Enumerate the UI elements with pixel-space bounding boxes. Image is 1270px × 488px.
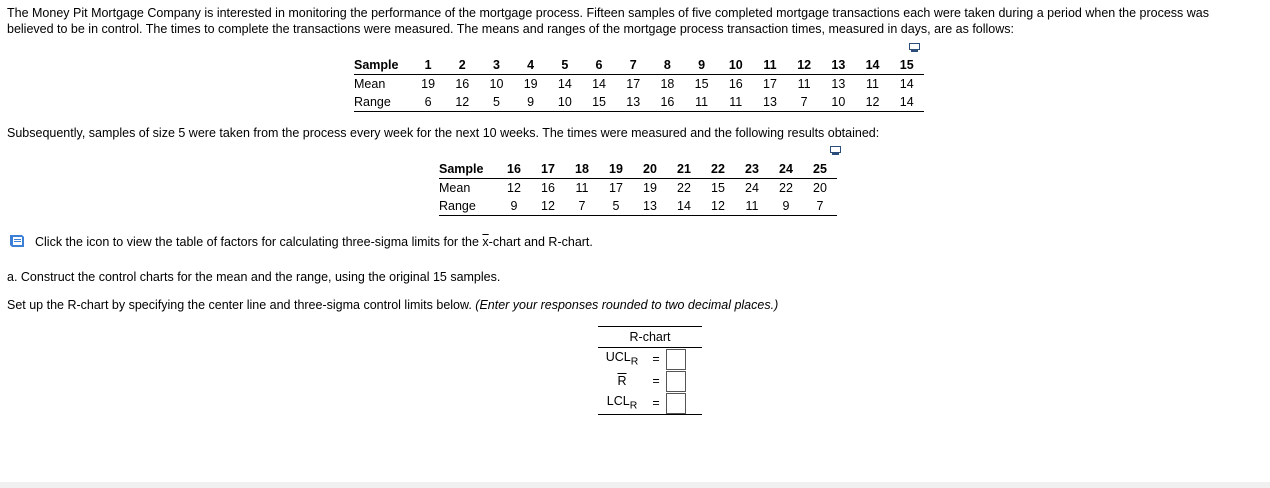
table-cell: 15 — [890, 56, 924, 75]
table-cell: 24 — [745, 181, 759, 195]
r-chart-table — [598, 326, 702, 415]
r-bar-label: $\overline{R}$ — [617, 374, 627, 388]
table-cell: 14 — [592, 77, 606, 91]
table-cell: 9 — [769, 197, 803, 216]
table-cell: 18 — [660, 77, 675, 91]
r-chart-title: R-chart — [598, 327, 702, 348]
table-cell: 14 — [855, 56, 889, 75]
intro-line-2: believed to be in control. The times to complete the transactions were measured. The means and ranges of the mortgage process transaction times, measured in days, are as follows: — [7, 21, 1015, 36]
row-label: Range — [439, 197, 497, 216]
table-cell: 6 — [582, 56, 616, 75]
copy-table-icon[interactable] — [909, 43, 921, 53]
xbar-symbol: $\overline{x}$ — [482, 235, 489, 249]
table-cell: 16 — [728, 77, 743, 91]
table-cell: 15 — [694, 77, 709, 91]
table-cell: 16 — [650, 93, 684, 112]
table-cell: 6 — [411, 93, 445, 112]
table-cell: 11 — [685, 93, 719, 112]
range-row — [354, 93, 924, 112]
row-label: Sample — [439, 160, 497, 179]
table-cell: 16 — [455, 77, 470, 91]
table-cell: 7 — [803, 197, 837, 216]
sample-row — [354, 56, 924, 75]
table-cell: 9 — [685, 56, 719, 75]
table-cell: 18 — [565, 160, 599, 179]
bottom-scroll-bar — [0, 482, 1270, 488]
table-cell: 14 — [890, 93, 924, 112]
table-cell: 13 — [616, 93, 650, 112]
factors-prefix: Click the icon to view the table of factors for calculating three-sigma limits for the — [35, 235, 483, 249]
table-cell: 19 — [523, 77, 538, 91]
row-label: Mean — [439, 181, 471, 195]
table-cell: 17 — [626, 77, 641, 91]
table-cell: 15 — [711, 181, 725, 195]
table-cell: 9 — [514, 93, 548, 112]
table-cell: 9 — [497, 197, 531, 216]
equals-sign: = — [646, 392, 666, 415]
table-cell: 16 — [497, 160, 531, 179]
table-cell: 7 — [616, 56, 650, 75]
table-cell: 14 — [899, 77, 914, 91]
table-cell: 1 — [411, 56, 445, 75]
table-cell: 11 — [735, 197, 769, 216]
table-cell: 11 — [866, 77, 880, 91]
table-cell: 10 — [489, 77, 504, 91]
table-cell: 14 — [667, 197, 701, 216]
table-cell: 7 — [787, 93, 821, 112]
instruction-italic: (Enter your responses rounded to two decimal places.) — [475, 298, 779, 312]
mean-row — [439, 179, 837, 198]
instruction-main: Set up the R-chart by specifying the center line and three-sigma control limits below. — [7, 298, 476, 312]
table-cell: 19 — [421, 77, 436, 91]
table-cell: 22 — [779, 181, 793, 195]
table-cell: 17 — [763, 77, 777, 91]
row-label: Mean — [354, 77, 386, 91]
table-cell: 11 — [797, 77, 811, 91]
lcl-r-input[interactable] — [666, 393, 686, 414]
table-cell: 3 — [479, 56, 513, 75]
table-cell: 20 — [633, 160, 667, 179]
factors-suffix: -chart and R-chart. — [488, 235, 593, 249]
book-icon[interactable] — [8, 233, 26, 249]
table-cell: 13 — [753, 93, 787, 112]
table-cell: 12 — [855, 93, 889, 112]
sample-data-table-2 — [439, 160, 837, 216]
table-cell: 13 — [633, 197, 667, 216]
ucl-r-label: $UCL_R$ — [605, 350, 639, 368]
table-cell: 12 — [531, 197, 565, 216]
intro-line-1: The Money Pit Mortgage Company is interested in monitoring the performance of the mortgage process. Fifteen samples of five completed mortgage transactions each were taken during a period when the process was — [7, 6, 1210, 20]
subsequent-text: Subsequently, samples of size 5 were taken from the process every week for the next 10 weeks. The times were measured and the following results obtained: — [7, 126, 880, 140]
table-cell: 10 — [548, 93, 582, 112]
table-cell: 10 — [719, 56, 753, 75]
table-cell: 10 — [821, 93, 855, 112]
row-label: Range — [354, 93, 411, 112]
table-cell: 4 — [514, 56, 548, 75]
table-cell: 24 — [769, 160, 803, 179]
ucl-r-input[interactable] — [666, 349, 686, 370]
table-cell: 5 — [548, 56, 582, 75]
mean-row — [354, 75, 924, 94]
table-cell: 5 — [599, 197, 633, 216]
lcl-r-label: $LCL_R$ — [598, 392, 646, 415]
table-cell: 13 — [831, 77, 846, 91]
table-cell: 19 — [599, 160, 633, 179]
table-cell: 11 — [719, 93, 753, 112]
table-cell: 14 — [557, 77, 572, 91]
table-cell: 23 — [735, 160, 769, 179]
table-cell: 16 — [541, 181, 555, 195]
table-cell: 5 — [479, 93, 513, 112]
table-cell: 12 — [507, 181, 521, 195]
table-cell: 21 — [667, 160, 701, 179]
table-cell: 11 — [575, 181, 589, 195]
sample-data-table-1 — [354, 56, 924, 112]
factors-table-link-text — [35, 235, 593, 249]
table-cell: 13 — [821, 56, 855, 75]
table-cell: 25 — [803, 160, 837, 179]
table-cell: 22 — [677, 181, 691, 195]
r-bar-input[interactable] — [666, 371, 686, 392]
table-cell: 7 — [565, 197, 599, 216]
table-cell: 12 — [445, 93, 479, 112]
table-cell: 15 — [582, 93, 616, 112]
table-cell: 2 — [445, 56, 479, 75]
table-cell: 17 — [609, 181, 623, 195]
table-cell: 12 — [787, 56, 821, 75]
equals-sign: = — [652, 352, 660, 366]
table-cell: 12 — [701, 197, 735, 216]
table-cell: 19 — [643, 181, 657, 195]
table-cell: 11 — [753, 56, 787, 75]
question-a: a. Construct the control charts for the mean and the range, using the original 15 samples. — [7, 270, 501, 284]
table-cell: 17 — [531, 160, 565, 179]
table-cell: 22 — [701, 160, 735, 179]
table-cell: 8 — [650, 56, 684, 75]
equals-sign: = — [652, 374, 660, 388]
problem-intro — [7, 6, 1265, 37]
sample-row — [439, 160, 837, 179]
instruction-text — [7, 298, 778, 312]
row-label: Sample — [354, 56, 411, 75]
copy-table-icon[interactable] — [830, 146, 842, 156]
range-row — [439, 197, 837, 216]
table-cell: 20 — [813, 181, 827, 195]
